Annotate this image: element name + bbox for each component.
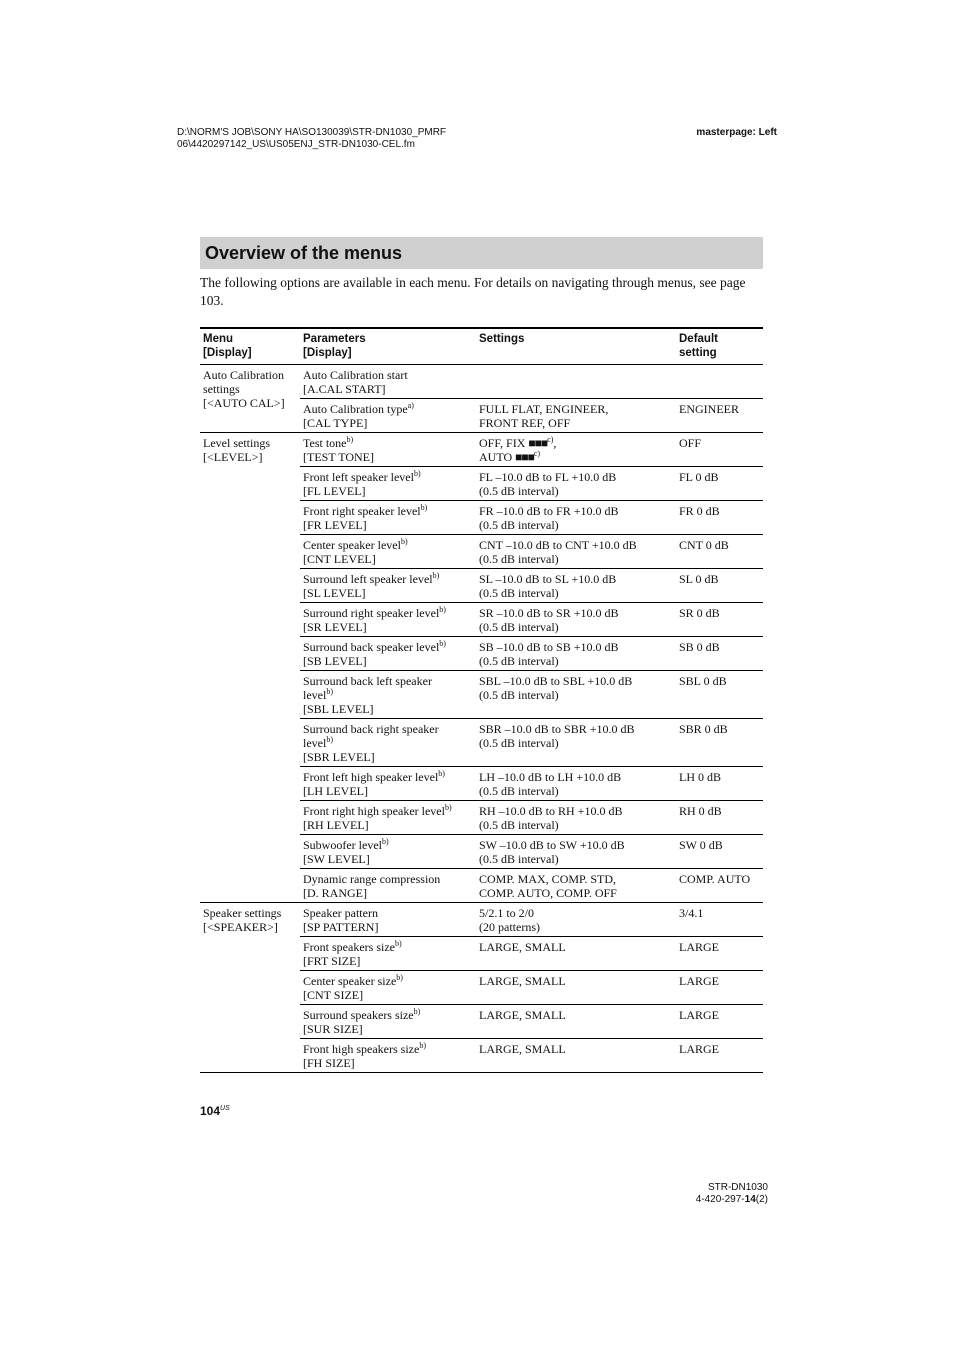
menu-label-line: [<LEVEL>] — [203, 450, 263, 464]
settings-cell — [476, 1005, 676, 1039]
setting-line-2: (0.5 dB interval) — [479, 518, 559, 532]
footnote-marker: b) — [432, 571, 440, 580]
parameter-name: level — [303, 736, 327, 750]
default-cell: SBR 0 dB — [676, 719, 763, 767]
footnote-marker: b) — [444, 803, 452, 812]
setting-line-2: (0.5 dB interval) — [479, 736, 559, 750]
default-cell: FR 0 dB — [676, 501, 763, 535]
footnote-marker: b) — [381, 837, 389, 846]
menu-overview-table — [200, 327, 763, 1073]
parameter-cell — [300, 903, 476, 937]
parameter-cell — [300, 467, 476, 501]
footnote-marker: c) — [533, 449, 541, 458]
footnote-marker: b) — [439, 605, 446, 614]
parameter-name: Front right high speaker level — [303, 804, 445, 818]
parameter-name-line: Surround back left speaker — [303, 674, 432, 688]
footnote-marker: c) — [547, 435, 554, 444]
parameter-name: Auto Calibration type — [303, 402, 408, 416]
setting-line-2: (0.5 dB interval) — [479, 586, 559, 600]
parameter-cell — [300, 1005, 476, 1039]
parameter-cell — [300, 637, 476, 671]
setting-line-2: (0.5 dB interval) — [479, 818, 559, 832]
menu-cell — [200, 903, 300, 1073]
parameter-name: Front right speaker level — [303, 504, 421, 518]
setting-line-1: SL –10.0 dB to SL +10.0 dB — [479, 572, 617, 586]
page-number-suffix: US — [220, 1105, 230, 1112]
file-path-line-2: 06\4420297142_US\US05ENJ_STR-DN1030-CEL.fm — [177, 139, 415, 150]
header-parameters — [300, 328, 476, 365]
parameter-display-code: [CAL TYPE] — [303, 416, 368, 430]
setting-line-1: SBL –10.0 dB to SBL +10.0 dB — [479, 674, 633, 688]
default-cell: CNT 0 dB — [676, 535, 763, 569]
default-cell: SW 0 dB — [676, 835, 763, 869]
footnote-marker: b) — [438, 769, 445, 778]
settings-cell — [476, 903, 676, 937]
parameter-display-code: [SP PATTERN] — [303, 920, 379, 934]
parameter-display-code: [A.CAL START] — [303, 382, 386, 396]
parameter-name-line: Surround back right speaker — [303, 722, 439, 736]
parameter-name: level — [303, 688, 327, 702]
settings-cell — [476, 869, 676, 903]
setting-line-1: FL –10.0 dB to FL +10.0 dB — [479, 470, 617, 484]
default-cell: RH 0 dB — [676, 801, 763, 835]
settings-cell — [476, 501, 676, 535]
parameter-cell — [300, 433, 476, 467]
header-default-line-2: setting — [679, 347, 717, 359]
parameter-display-code: [SBL LEVEL] — [303, 702, 374, 716]
table-row — [200, 365, 763, 399]
file-path-header — [177, 127, 446, 151]
default-cell: LH 0 dB — [676, 767, 763, 801]
header-default — [676, 328, 763, 365]
setting-line-2: COMP. AUTO, COMP. OFF — [479, 886, 617, 900]
default-cell: ENGINEER — [676, 399, 763, 433]
footnote-marker: b) — [419, 1041, 426, 1050]
footnote-marker: b) — [326, 735, 333, 744]
settings-cell — [476, 467, 676, 501]
parameter-cell — [300, 535, 476, 569]
setting-line-1: SW –10.0 dB to SW +10.0 dB — [479, 838, 625, 852]
parameter-display-code: [SW LEVEL] — [303, 852, 370, 866]
parameter-name: Auto Calibration start — [303, 368, 408, 382]
menu-label-line: [<AUTO CAL>] — [203, 396, 285, 410]
parameter-cell — [300, 501, 476, 535]
footer-code-bold: 14 — [744, 1194, 756, 1205]
setting-line-1: LH –10.0 dB to LH +10.0 dB — [479, 770, 622, 784]
default-cell — [676, 365, 763, 399]
section-title: Overview of the menus — [200, 237, 763, 269]
table-row — [200, 433, 763, 467]
setting-line-2: (0.5 dB interval) — [479, 688, 559, 702]
setting-line-1: SR –10.0 dB to SR +10.0 dB — [479, 606, 619, 620]
parameter-name: Subwoofer level — [303, 838, 382, 852]
header-settings: Settings — [476, 328, 676, 365]
footer-code — [640, 1194, 768, 1206]
intro-paragraph: The following options are available in each menu. For details on navigating through menus, see page 103. — [200, 275, 746, 308]
setting-blocks: ■■■ — [515, 450, 534, 464]
parameter-cell — [300, 671, 476, 719]
parameter-display-code: [TEST TONE] — [303, 450, 374, 464]
settings-cell — [476, 399, 676, 433]
parameter-name: Surround left speaker level — [303, 572, 433, 586]
menu-label-line: Auto Calibration — [203, 368, 284, 382]
footnote-marker: b) — [413, 1007, 421, 1016]
settings-cell — [476, 535, 676, 569]
parameter-cell — [300, 835, 476, 869]
parameter-name: Dynamic range compression — [303, 872, 441, 886]
footnote-marker: b) — [396, 973, 403, 982]
setting-line-1: RH –10.0 dB to RH +10.0 dB — [479, 804, 623, 818]
parameter-name: Center speaker level — [303, 538, 401, 552]
default-cell: SB 0 dB — [676, 637, 763, 671]
setting-line-2: (0.5 dB interval) — [479, 654, 559, 668]
settings-cell — [476, 433, 676, 467]
parameter-name: Test tone — [303, 436, 347, 450]
default-cell: COMP. AUTO — [676, 869, 763, 903]
parameter-cell — [300, 767, 476, 801]
table-row — [200, 903, 763, 937]
footer-code-prefix: 4-420-297- — [695, 1194, 745, 1205]
parameter-name: Front speakers size — [303, 940, 395, 954]
default-cell: OFF — [679, 436, 702, 450]
setting-line-2: (0.5 dB interval) — [479, 784, 559, 798]
header-menu-line-1: Menu — [203, 333, 234, 345]
parameter-cell — [300, 603, 476, 637]
default-cell: LARGE — [676, 937, 763, 971]
footnote-marker: b) — [346, 435, 354, 444]
parameter-cell — [300, 719, 476, 767]
parameter-display-code: [D. RANGE] — [303, 886, 367, 900]
parameter-cell — [300, 971, 476, 1005]
setting-line-1: LARGE, SMALL — [479, 1042, 566, 1056]
parameter-name: Surround speakers size — [303, 1008, 414, 1022]
page-number — [200, 1104, 230, 1118]
footnote-marker: b) — [439, 639, 446, 648]
parameter-display-code: [FR LEVEL] — [303, 518, 367, 532]
menu-label-line: Level settings — [203, 436, 270, 450]
menu-label-line: Speaker settings — [203, 906, 282, 920]
page-number-value: 104 — [200, 1104, 221, 1118]
default-cell: SBL 0 dB — [676, 671, 763, 719]
settings-cell — [476, 671, 676, 719]
menu-cell — [200, 433, 300, 903]
setting-line-1: LARGE, SMALL — [479, 940, 566, 954]
parameter-cell — [300, 365, 476, 399]
setting-line-2: (0.5 dB interval) — [479, 552, 559, 566]
footnote-marker: b) — [420, 503, 428, 512]
setting-line-1: LARGE, SMALL — [479, 974, 566, 988]
settings-cell — [476, 937, 676, 971]
parameter-display-code: [CNT LEVEL] — [303, 552, 376, 566]
setting-line-1: COMP. MAX, COMP. STD, — [479, 872, 617, 886]
parameter-cell — [300, 869, 476, 903]
menu-label-line: settings — [203, 382, 240, 396]
parameter-cell — [300, 801, 476, 835]
parameter-cell — [300, 399, 476, 433]
settings-cell — [476, 971, 676, 1005]
footer-code-suffix: (2) — [755, 1194, 768, 1205]
header-menu — [200, 328, 300, 365]
menu-cell — [200, 365, 300, 433]
setting-line-2: (0.5 dB interval) — [479, 852, 559, 866]
default-cell: LARGE — [676, 1005, 763, 1039]
parameter-display-code: [FH SIZE] — [303, 1056, 355, 1070]
parameter-name: Front high speakers size — [303, 1042, 420, 1056]
setting-text: OFF, FIX — [479, 436, 529, 450]
parameter-cell — [300, 937, 476, 971]
setting-line-1: CNT –10.0 dB to CNT +10.0 dB — [479, 538, 637, 552]
setting-line-1: 5/2.1 to 2/0 — [479, 906, 535, 920]
setting-line-1: LARGE, SMALL — [479, 1008, 566, 1022]
parameter-display-code: [SBR LEVEL] — [303, 750, 375, 764]
header-param-line-2: [Display] — [303, 347, 352, 359]
parameter-display-code: [SR LEVEL] — [303, 620, 367, 634]
parameter-name: Front left speaker level — [303, 470, 414, 484]
menu-label-line: [<SPEAKER>] — [203, 920, 278, 934]
parameter-cell — [300, 1039, 476, 1073]
settings-cell — [476, 767, 676, 801]
default-cell: SL 0 dB — [676, 569, 763, 603]
settings-cell — [476, 801, 676, 835]
setting-line-1: SBR –10.0 dB to SBR +10.0 dB — [479, 722, 635, 736]
default-cell: 3/4.1 — [679, 906, 704, 920]
parameter-display-code: [CNT SIZE] — [303, 988, 364, 1002]
footnote-marker: a) — [407, 401, 414, 410]
settings-cell — [476, 569, 676, 603]
file-path-line-1: D:\NORM'S JOB\SONY HA\SO130039\STR-DN1030_PMRF — [177, 127, 447, 138]
setting-line-2: FRONT REF, OFF — [479, 416, 571, 430]
settings-cell — [476, 719, 676, 767]
setting-text: AUTO — [479, 450, 516, 464]
setting-blocks: ■■■ — [528, 436, 548, 450]
footnote-marker: b) — [413, 469, 421, 478]
parameter-name: Surround right speaker level — [303, 606, 440, 620]
setting-line-1: FULL FLAT, ENGINEER, — [479, 402, 609, 416]
parameter-name: Front left high speaker level — [303, 770, 439, 784]
settings-cell — [476, 637, 676, 671]
footnote-marker: b) — [326, 687, 333, 696]
parameter-display-code: [LH LEVEL] — [303, 784, 368, 798]
default-cell: FL 0 dB — [676, 467, 763, 501]
table-body — [200, 365, 763, 1073]
masterpage-label: masterpage: Left — [696, 127, 777, 138]
footer-model: STR-DN1030 — [707, 1182, 768, 1193]
setting-text: , — [553, 436, 557, 450]
parameter-display-code: [FRT SIZE] — [303, 954, 361, 968]
header-default-line-1: Default — [679, 333, 718, 345]
parameter-display-code: [SB LEVEL] — [303, 654, 367, 668]
header-menu-line-2: [Display] — [203, 347, 252, 359]
header-param-line-1: Parameters — [303, 333, 366, 345]
settings-cell — [476, 835, 676, 869]
default-cell: LARGE — [676, 971, 763, 1005]
setting-line-2: (20 patterns) — [479, 920, 540, 934]
setting-line-2: (0.5 dB interval) — [479, 620, 559, 634]
parameter-display-code: [FL LEVEL] — [303, 484, 366, 498]
parameter-display-code: [SUR SIZE] — [303, 1022, 363, 1036]
default-cell: LARGE — [676, 1039, 763, 1073]
settings-cell — [476, 365, 676, 399]
footnote-marker: b) — [400, 537, 408, 546]
footnote-marker: b) — [394, 939, 402, 948]
parameter-name: Surround back speaker level — [303, 640, 440, 654]
parameter-display-code: [RH LEVEL] — [303, 818, 369, 832]
default-cell: SR 0 dB — [676, 603, 763, 637]
parameter-name: Speaker pattern — [303, 906, 378, 920]
setting-line-1: SB –10.0 dB to SB +10.0 dB — [479, 640, 619, 654]
parameter-display-code: [SL LEVEL] — [303, 586, 366, 600]
table-header-row — [200, 328, 763, 365]
settings-cell — [476, 603, 676, 637]
setting-line-1: FR –10.0 dB to FR +10.0 dB — [479, 504, 619, 518]
setting-line-2: (0.5 dB interval) — [479, 484, 559, 498]
footer-model-info — [640, 1182, 768, 1206]
parameter-name: Center speaker size — [303, 974, 397, 988]
parameter-cell — [300, 569, 476, 603]
settings-cell — [476, 1039, 676, 1073]
